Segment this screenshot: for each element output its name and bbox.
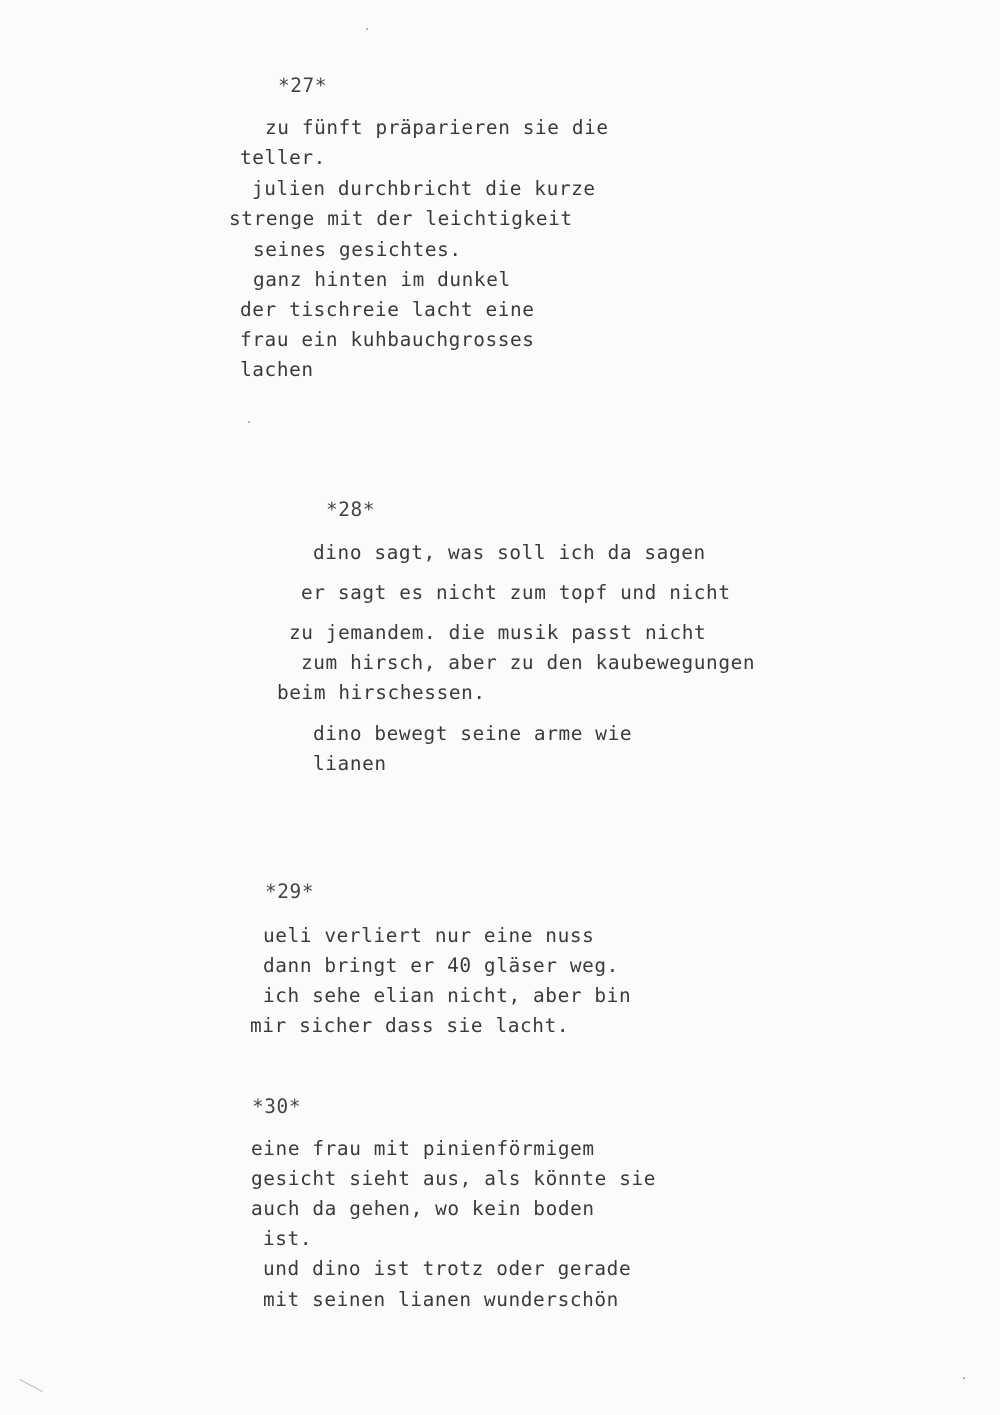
section-30-line-2: gesicht sieht aus, als könnte sie [251, 1167, 657, 1190]
section-28-line-4: zum hirsch, aber zu den kaubewegungen [301, 651, 756, 674]
paper-speck [248, 421, 250, 423]
section-29-line-3: ich sehe elian nicht, aber bin [263, 984, 632, 1007]
section-30-line-3: auch da gehen, wo kein boden [251, 1197, 595, 1220]
section-30-line-5: und dino ist trotz oder gerade [263, 1257, 632, 1280]
section-27-number: *27* [278, 74, 328, 97]
section-29-line-4: mir sicher dass sie lacht. [250, 1014, 570, 1037]
section-28-line-1: dino sagt, was soll ich da sagen [313, 541, 706, 564]
section-30-number: *30* [252, 1095, 302, 1118]
section-27-line-4: strenge mit der leichtigkeit [229, 207, 573, 230]
section-29-line-2: dann bringt er 40 gläser weg. [263, 954, 619, 977]
section-28-number: *28* [326, 498, 376, 521]
section-27-line-8: frau ein kuhbauchgrosses [240, 328, 535, 351]
scan-edge-mark [19, 1379, 42, 1392]
section-27-line-3: julien durchbricht die kurze [252, 177, 596, 200]
section-27-line-2: teller. [240, 146, 326, 169]
section-28-line-2: er sagt es nicht zum topf und nicht [301, 581, 731, 604]
section-28-line-6: dino bewegt seine arme wie [313, 722, 633, 745]
paper-speck [963, 1377, 965, 1379]
section-29-number: *29* [265, 880, 315, 903]
section-27-line-7: der tischreie lacht eine [240, 298, 535, 321]
section-30-line-4: ist. [263, 1227, 313, 1250]
section-30-line-6: mit seinen lianen wunderschön [263, 1288, 619, 1311]
section-30-line-1: eine frau mit pinienförmigem [251, 1137, 595, 1160]
section-28-line-3: zu jemandem. die musik passt nicht [289, 621, 707, 644]
section-27-line-1: zu fünft präparieren sie die [265, 116, 609, 139]
section-28-line-7: lianen [313, 752, 387, 775]
section-27-line-9: lachen [240, 358, 314, 381]
section-27-line-6: ganz hinten im dunkel [253, 268, 511, 291]
section-27-line-5: seines gesichtes. [253, 238, 462, 261]
section-28-line-5: beim hirschessen. [277, 681, 486, 704]
section-29-line-1: ueli verliert nur eine nuss [263, 924, 595, 947]
paper-speck [366, 28, 368, 30]
